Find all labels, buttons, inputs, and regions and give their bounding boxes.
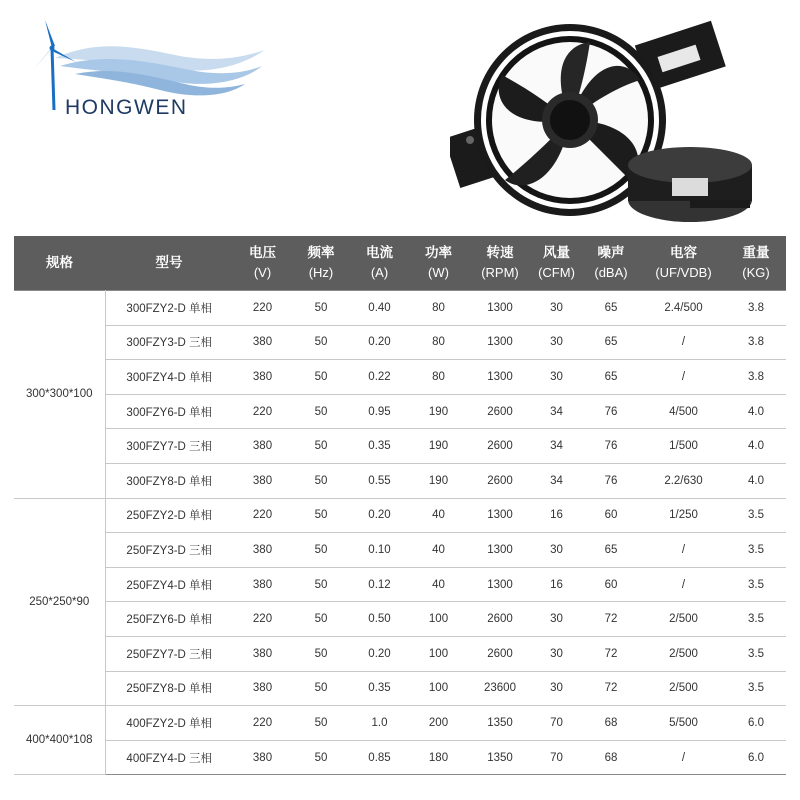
table-cell: 0.20 xyxy=(350,325,409,360)
model-cell: 250FZY4-D 单相 xyxy=(105,567,233,602)
column-header-unit: (W) xyxy=(428,265,449,280)
column-header-label: 风量 xyxy=(543,245,570,261)
column-header-label: 电流 xyxy=(366,245,393,261)
table-cell: 70 xyxy=(532,706,581,741)
table-cell: 1350 xyxy=(468,706,532,741)
model-cell: 250FZY3-D 三相 xyxy=(105,533,233,568)
table-row xyxy=(14,394,786,429)
table-cell: / xyxy=(641,740,726,775)
table-cell: 68 xyxy=(581,740,641,775)
table-cell: 2.2/630 xyxy=(641,463,726,498)
table-cell: 1/250 xyxy=(641,498,726,533)
model-cell: 300FZY8-D 单相 xyxy=(105,463,233,498)
table-cell: 380 xyxy=(233,533,292,568)
table-cell: 30 xyxy=(532,291,581,326)
table-cell: 72 xyxy=(581,602,641,637)
table-cell: 3.5 xyxy=(726,671,786,706)
table-cell: 60 xyxy=(581,498,641,533)
column-header-label: 规格 xyxy=(46,254,73,271)
column-header-label: 电容 xyxy=(670,245,697,261)
table-cell: 380 xyxy=(233,567,292,602)
table-cell: 6.0 xyxy=(726,740,786,775)
column-header-label: 重量 xyxy=(742,245,770,261)
model-cell: 300FZY6-D 单相 xyxy=(105,394,233,429)
table-cell: 190 xyxy=(409,429,468,464)
table-cell: 30 xyxy=(532,533,581,568)
table-cell: 1.0 xyxy=(350,706,409,741)
column-header xyxy=(581,236,641,291)
spec-table xyxy=(14,236,786,775)
table-cell: 190 xyxy=(409,463,468,498)
table-cell: 1/500 xyxy=(641,429,726,464)
model-cell: 300FZY3-D 三相 xyxy=(105,325,233,360)
table-cell: 68 xyxy=(581,706,641,741)
table-cell: 30 xyxy=(532,671,581,706)
table-cell: 1300 xyxy=(468,533,532,568)
table-cell: 220 xyxy=(233,498,292,533)
table-cell: 380 xyxy=(233,740,292,775)
spec-size-cell: 300*300*100 xyxy=(14,291,105,499)
table-cell: 0.20 xyxy=(350,498,409,533)
table-cell: 380 xyxy=(233,463,292,498)
table-cell: 4.0 xyxy=(726,429,786,464)
column-header xyxy=(726,236,786,291)
table-row xyxy=(14,740,786,775)
table-cell: 0.10 xyxy=(350,533,409,568)
table-row xyxy=(14,360,786,395)
table-cell: 50 xyxy=(292,498,350,533)
table-cell: / xyxy=(641,325,726,360)
column-header xyxy=(233,236,292,291)
table-cell: 0.95 xyxy=(350,394,409,429)
table-header xyxy=(14,236,786,291)
table-cell: 4.0 xyxy=(726,394,786,429)
table-cell: 70 xyxy=(532,740,581,775)
table-row xyxy=(14,291,786,326)
model-cell: 300FZY4-D 单相 xyxy=(105,360,233,395)
table-cell: 380 xyxy=(233,636,292,671)
table-row xyxy=(14,463,786,498)
column-header xyxy=(468,236,532,291)
table-cell: 1300 xyxy=(468,360,532,395)
table-cell: 16 xyxy=(532,498,581,533)
column-header xyxy=(292,236,350,291)
table-cell: 50 xyxy=(292,671,350,706)
table-cell: 50 xyxy=(292,567,350,602)
table-cell: 0.40 xyxy=(350,291,409,326)
table-cell: 4.0 xyxy=(726,463,786,498)
column-header-label: 型号 xyxy=(155,254,183,271)
table-cell: 0.55 xyxy=(350,463,409,498)
column-header-unit: (Hz) xyxy=(308,265,334,280)
table-cell: 34 xyxy=(532,394,581,429)
table-cell: 2600 xyxy=(468,463,532,498)
table-cell: 50 xyxy=(292,325,350,360)
table-cell: / xyxy=(641,533,726,568)
table-cell: 220 xyxy=(233,602,292,637)
model-cell: 400FZY4-D 三相 xyxy=(105,740,233,775)
table-cell: 2/500 xyxy=(641,671,726,706)
column-header-unit: (KG) xyxy=(742,265,770,280)
table-cell: 50 xyxy=(292,463,350,498)
spec-size-cell: 250*250*90 xyxy=(14,498,105,706)
table-cell: 34 xyxy=(532,429,581,464)
column-header xyxy=(532,236,581,291)
table-cell: 200 xyxy=(409,706,468,741)
table-row xyxy=(14,671,786,706)
table-cell: 3.8 xyxy=(726,325,786,360)
column-header xyxy=(641,236,726,291)
column-header-label: 功率 xyxy=(425,245,452,261)
product-image xyxy=(450,20,770,230)
column-header-unit: (RPM) xyxy=(481,265,519,280)
table-cell: 50 xyxy=(292,602,350,637)
table-cell: 65 xyxy=(581,325,641,360)
table-row xyxy=(14,636,786,671)
table-row xyxy=(14,533,786,568)
table-cell: 40 xyxy=(409,533,468,568)
table-cell: 3.5 xyxy=(726,602,786,637)
table-body xyxy=(14,291,786,775)
table-cell: 3.5 xyxy=(726,498,786,533)
table-cell: 380 xyxy=(233,671,292,706)
table-cell: 3.8 xyxy=(726,360,786,395)
table-cell: 5/500 xyxy=(641,706,726,741)
table-cell: 220 xyxy=(233,291,292,326)
table-cell: 50 xyxy=(292,636,350,671)
table-row xyxy=(14,567,786,602)
table-cell: 0.22 xyxy=(350,360,409,395)
column-header xyxy=(409,236,468,291)
table-cell: 30 xyxy=(532,325,581,360)
table-cell: 65 xyxy=(581,360,641,395)
table-cell: 50 xyxy=(292,533,350,568)
spec-size-cell: 400*400*108 xyxy=(14,706,105,775)
column-header-unit: (V) xyxy=(253,265,272,280)
table-cell: 50 xyxy=(292,394,350,429)
table-cell: 1300 xyxy=(468,498,532,533)
table-cell: 0.35 xyxy=(350,429,409,464)
table-cell: 30 xyxy=(532,636,581,671)
column-header xyxy=(350,236,409,291)
table-cell: 0.85 xyxy=(350,740,409,775)
model-cell: 400FZY2-D 单相 xyxy=(105,706,233,741)
table-row xyxy=(14,429,786,464)
table-cell: 76 xyxy=(581,429,641,464)
table-cell: / xyxy=(641,567,726,602)
table-cell: / xyxy=(641,360,726,395)
table-cell: 34 xyxy=(532,463,581,498)
table-cell: 2600 xyxy=(468,394,532,429)
table-cell: 6.0 xyxy=(726,706,786,741)
table-cell: 380 xyxy=(233,325,292,360)
column-header-unit: (A) xyxy=(370,265,389,280)
table-row xyxy=(14,498,786,533)
table-cell: 1300 xyxy=(468,325,532,360)
table-cell: 65 xyxy=(581,533,641,568)
table-cell: 3.5 xyxy=(726,636,786,671)
table-cell: 1300 xyxy=(468,567,532,602)
table-cell: 0.20 xyxy=(350,636,409,671)
table-cell: 1300 xyxy=(468,291,532,326)
column-header-label: 频率 xyxy=(307,245,335,261)
axial-fan-icon xyxy=(450,20,770,230)
column-header-label: 噪声 xyxy=(597,245,625,261)
table-cell: 100 xyxy=(409,671,468,706)
table-cell: 50 xyxy=(292,706,350,741)
table-cell: 60 xyxy=(581,567,641,602)
column-header-unit: (CFM) xyxy=(538,265,575,280)
table-cell: 4/500 xyxy=(641,394,726,429)
table-cell: 30 xyxy=(532,602,581,637)
table-cell: 76 xyxy=(581,463,641,498)
table-cell: 0.50 xyxy=(350,602,409,637)
column-header-unit: (UF/VDB) xyxy=(655,265,712,280)
model-cell: 250FZY2-D 单相 xyxy=(105,498,233,533)
model-cell: 250FZY7-D 三相 xyxy=(105,636,233,671)
table-cell: 50 xyxy=(292,291,350,326)
table-cell: 72 xyxy=(581,671,641,706)
table-cell: 2/500 xyxy=(641,636,726,671)
table-cell: 2600 xyxy=(468,636,532,671)
model-cell: 300FZY2-D 单相 xyxy=(105,291,233,326)
table-row xyxy=(14,325,786,360)
table-cell: 50 xyxy=(292,360,350,395)
table-cell: 2600 xyxy=(468,602,532,637)
table-cell: 3.8 xyxy=(726,291,786,326)
table-cell: 100 xyxy=(409,602,468,637)
table-cell: 40 xyxy=(409,498,468,533)
table-cell: 80 xyxy=(409,325,468,360)
brand-logo xyxy=(30,18,270,128)
table-cell: 180 xyxy=(409,740,468,775)
table-cell: 220 xyxy=(233,706,292,741)
table-cell: 3.5 xyxy=(726,567,786,602)
table-cell: 50 xyxy=(292,740,350,775)
table-cell: 40 xyxy=(409,567,468,602)
table-cell: 380 xyxy=(233,360,292,395)
table-cell: 72 xyxy=(581,636,641,671)
table-cell: 2.4/500 xyxy=(641,291,726,326)
table-cell: 50 xyxy=(292,429,350,464)
table-row xyxy=(14,706,786,741)
table-cell: 2600 xyxy=(468,429,532,464)
table-cell: 380 xyxy=(233,429,292,464)
table-cell: 16 xyxy=(532,567,581,602)
table-cell: 100 xyxy=(409,636,468,671)
column-header-label: 电压 xyxy=(249,245,276,261)
table-cell: 0.35 xyxy=(350,671,409,706)
table-cell: 220 xyxy=(233,394,292,429)
model-cell: 250FZY8-D 单相 xyxy=(105,671,233,706)
table-cell: 0.12 xyxy=(350,567,409,602)
column-header-unit: (dBA) xyxy=(594,265,628,280)
table-cell: 190 xyxy=(409,394,468,429)
model-cell: 250FZY6-D 单相 xyxy=(105,602,233,637)
table-cell: 65 xyxy=(581,291,641,326)
table-cell: 80 xyxy=(409,291,468,326)
table-cell: 1350 xyxy=(468,740,532,775)
column-header-label: 转速 xyxy=(486,245,514,261)
table-cell: 3.5 xyxy=(726,533,786,568)
table-cell: 76 xyxy=(581,394,641,429)
table-cell: 23600 xyxy=(468,671,532,706)
column-header xyxy=(105,236,233,291)
model-cell: 300FZY7-D 三相 xyxy=(105,429,233,464)
table-cell: 2/500 xyxy=(641,602,726,637)
column-header xyxy=(14,236,105,291)
brand-name: HONGWEN xyxy=(65,96,188,119)
table-row xyxy=(14,602,786,637)
table-cell: 80 xyxy=(409,360,468,395)
table-cell: 30 xyxy=(532,360,581,395)
